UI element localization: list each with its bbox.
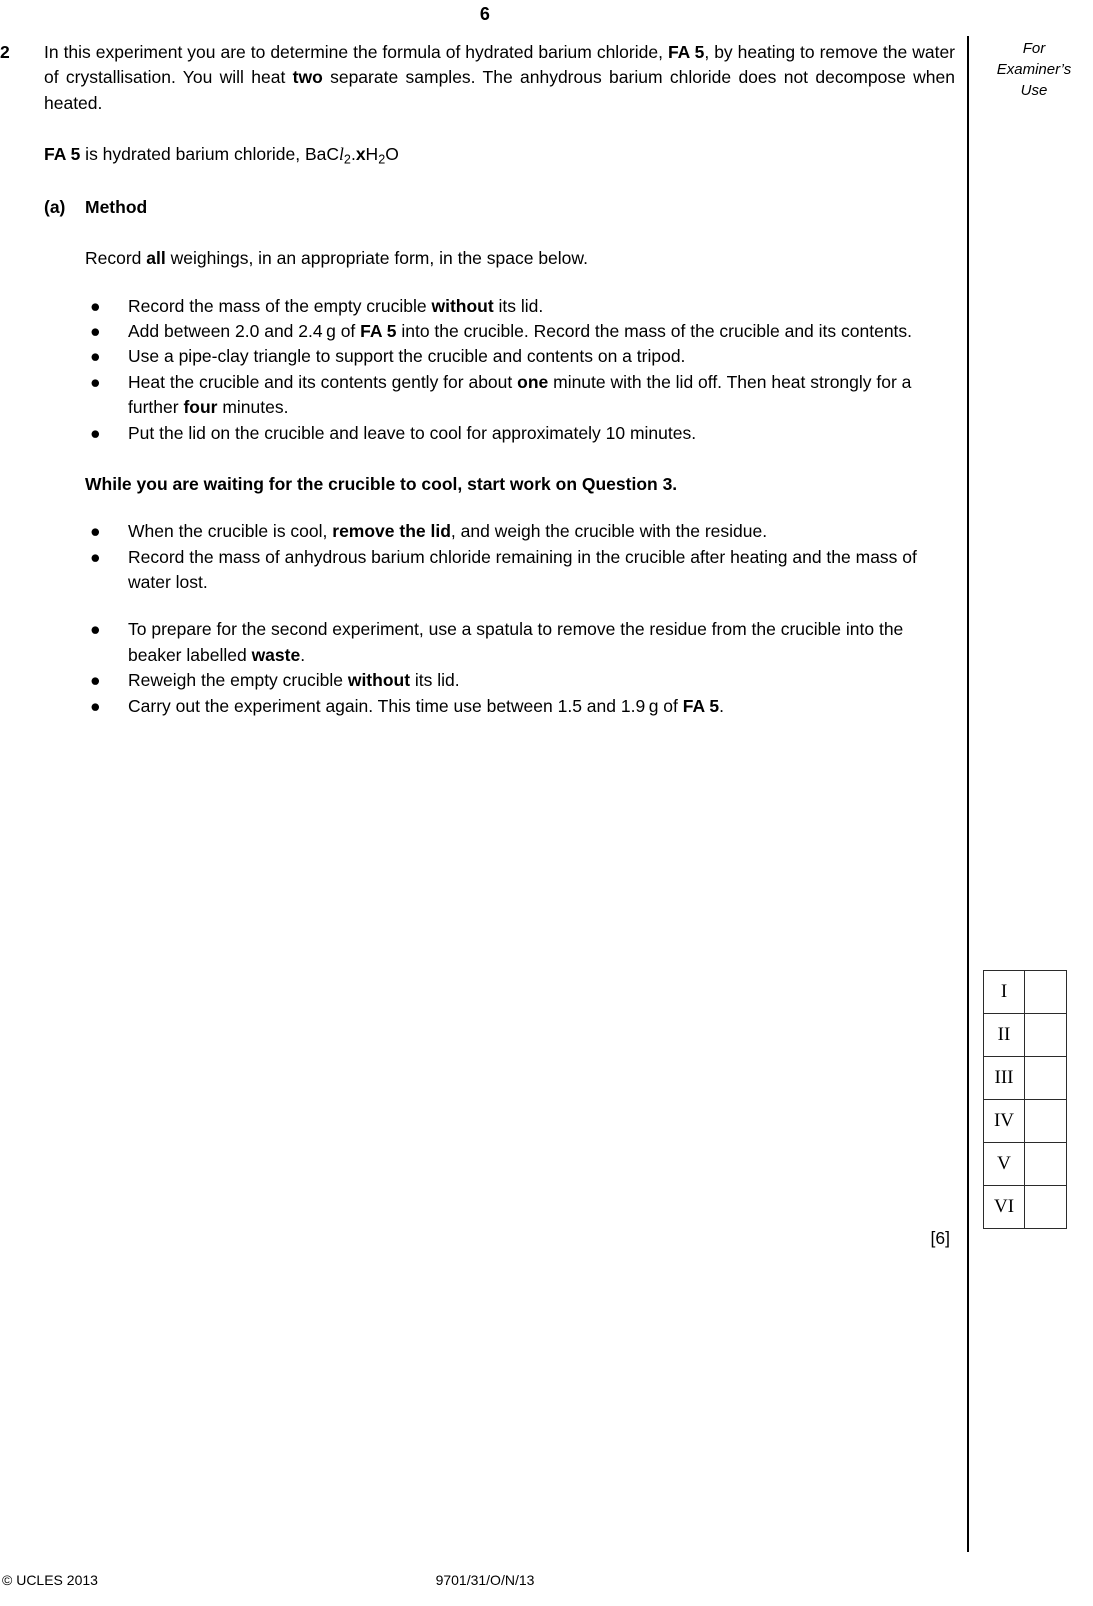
bullet-dot-icon: ● — [90, 670, 101, 691]
method-bullet-list-group-3 — [0, 595, 955, 719]
table-row — [984, 1014, 1067, 1057]
marks-row-value[interactable] — [1025, 1186, 1067, 1229]
formula-subscript-2: 2 — [343, 152, 351, 167]
question-number: 2 — [0, 42, 10, 62]
list-item — [0, 545, 955, 596]
table-row — [984, 1057, 1067, 1100]
method-bullet-list-group-1 — [0, 272, 955, 446]
marks-row-numeral: I — [984, 971, 1025, 1014]
table-row — [984, 1100, 1067, 1143]
list-item — [0, 294, 955, 319]
question-intro-paragraph: In this experiment you are to determine the formula of hydrated barium chloride, FA 5, by heating to remove the water of crystallisation. You will heat two separate samples. The anhydrous barium chloride does not decompose when heated. — [44, 42, 956, 113]
examiner-heading-line-3: Use — [1020, 82, 1048, 99]
formula-dot: . — [350, 144, 356, 165]
marks-row-numeral: VI — [984, 1186, 1025, 1229]
marks-row-value[interactable] — [1025, 1143, 1067, 1186]
table-row — [984, 971, 1067, 1014]
for-examiner-use-heading — [975, 38, 1093, 101]
marks-row-value[interactable] — [1025, 971, 1067, 1014]
list-item-text: Carry out the experiment again. This time use between 1.5 and 1.9 g of FA 5. — [128, 695, 724, 716]
part-a-label: (a) — [44, 196, 66, 217]
bullet-dot-icon: ● — [90, 346, 101, 367]
formula-x-variable: x — [355, 144, 366, 165]
bullet-dot-icon: ● — [90, 295, 101, 316]
list-item — [0, 319, 955, 344]
formula-water-subscript: 2 — [378, 152, 386, 167]
bullet-dot-icon: ● — [90, 422, 101, 443]
list-item — [0, 668, 955, 693]
marks-row-value[interactable] — [1025, 1057, 1067, 1100]
examiner-column-divider — [967, 36, 969, 1552]
marks-row-numeral: III — [984, 1057, 1025, 1100]
bullet-dot-icon: ● — [90, 321, 101, 342]
table-row — [984, 1186, 1067, 1229]
list-item — [0, 370, 955, 421]
formula-oxygen: O — [385, 144, 399, 165]
bullet-dot-icon: ● — [90, 546, 101, 567]
examiner-marks-table-body — [984, 971, 1067, 1229]
list-item-text: Heat the crucible and its contents gently for about one minute with the lid off. Then heat strongly for a further four minutes. — [128, 371, 912, 418]
list-item — [0, 617, 955, 668]
marks-row-value[interactable] — [1025, 1100, 1067, 1143]
formula-sample-label: FA 5 — [44, 144, 81, 165]
record-weighings-instruction — [0, 220, 955, 271]
formula-statement — [0, 116, 955, 169]
list-item — [0, 344, 955, 369]
marks-allocation: [6] — [930, 1228, 950, 1248]
part-a-title: Method — [85, 196, 148, 217]
cool-down-notice: While you are waiting for the crucible to cool, start work on Question 3. — [85, 473, 678, 494]
bullet-dot-icon: ● — [90, 521, 101, 542]
examiner-heading-line-2: Examiner’s — [996, 61, 1072, 78]
part-a-heading-block — [0, 169, 955, 220]
list-item-text: Record the mass of the empty crucible without its lid. — [128, 295, 544, 316]
page-number: 6 — [479, 4, 491, 24]
formula-chlorine-l: l — [339, 144, 344, 165]
bullet-dot-icon: ● — [90, 619, 101, 640]
footer-paper-code: 9701/31/O/N/13 — [435, 1572, 535, 1588]
list-item — [0, 519, 955, 544]
method-bullet-list-group-2 — [0, 497, 955, 595]
bullet-dot-icon: ● — [90, 371, 101, 392]
examiner-heading-line-1: For — [1022, 40, 1046, 57]
list-item-text: Put the lid on the crucible and leave to cool for approximately 10 minutes. — [128, 422, 697, 443]
table-row — [984, 1143, 1067, 1186]
marks-row-numeral: IV — [984, 1100, 1025, 1143]
marks-row-numeral: V — [984, 1143, 1025, 1186]
list-item — [0, 694, 955, 719]
examiner-marks-table — [983, 970, 1067, 1229]
question-2-block — [0, 40, 955, 116]
list-item — [0, 421, 955, 446]
footer-copyright: © UCLES 2013 — [2, 1572, 98, 1588]
instruction-post-text: weighings, in an appropriate form, in the space below. — [165, 248, 588, 269]
list-item-text: Record the mass of anhydrous barium chloride remaining in the crucible after heating and the mass of water lost. — [128, 546, 917, 593]
question-content — [0, 40, 955, 719]
formula-hydrogen: H — [365, 144, 379, 165]
instruction-pre-text: Record — [85, 248, 147, 269]
marks-row-value[interactable] — [1025, 1014, 1067, 1057]
list-item-text: To prepare for the second experiment, use a spatula to remove the residue from the crucible into the beaker labelled waste. — [128, 619, 904, 665]
bullet-dot-icon: ● — [90, 695, 101, 716]
instruction-emphasis-all: all — [146, 248, 166, 269]
list-item-text: Reweigh the empty crucible without its lid. — [128, 670, 460, 691]
list-item-text: When the crucible is cool, remove the lid, and weigh the crucible with the residue. — [128, 521, 768, 542]
marks-row-numeral: II — [984, 1014, 1025, 1057]
list-item-text: Add between 2.0 and 2.4 g of FA 5 into the crucible. Record the mass of the crucible and its contents. — [128, 321, 913, 342]
formula-statement-text: is hydrated barium chloride, BaC — [80, 144, 340, 165]
list-item-text: Use a pipe-clay triangle to support the crucible and contents on a tripod. — [128, 346, 686, 367]
